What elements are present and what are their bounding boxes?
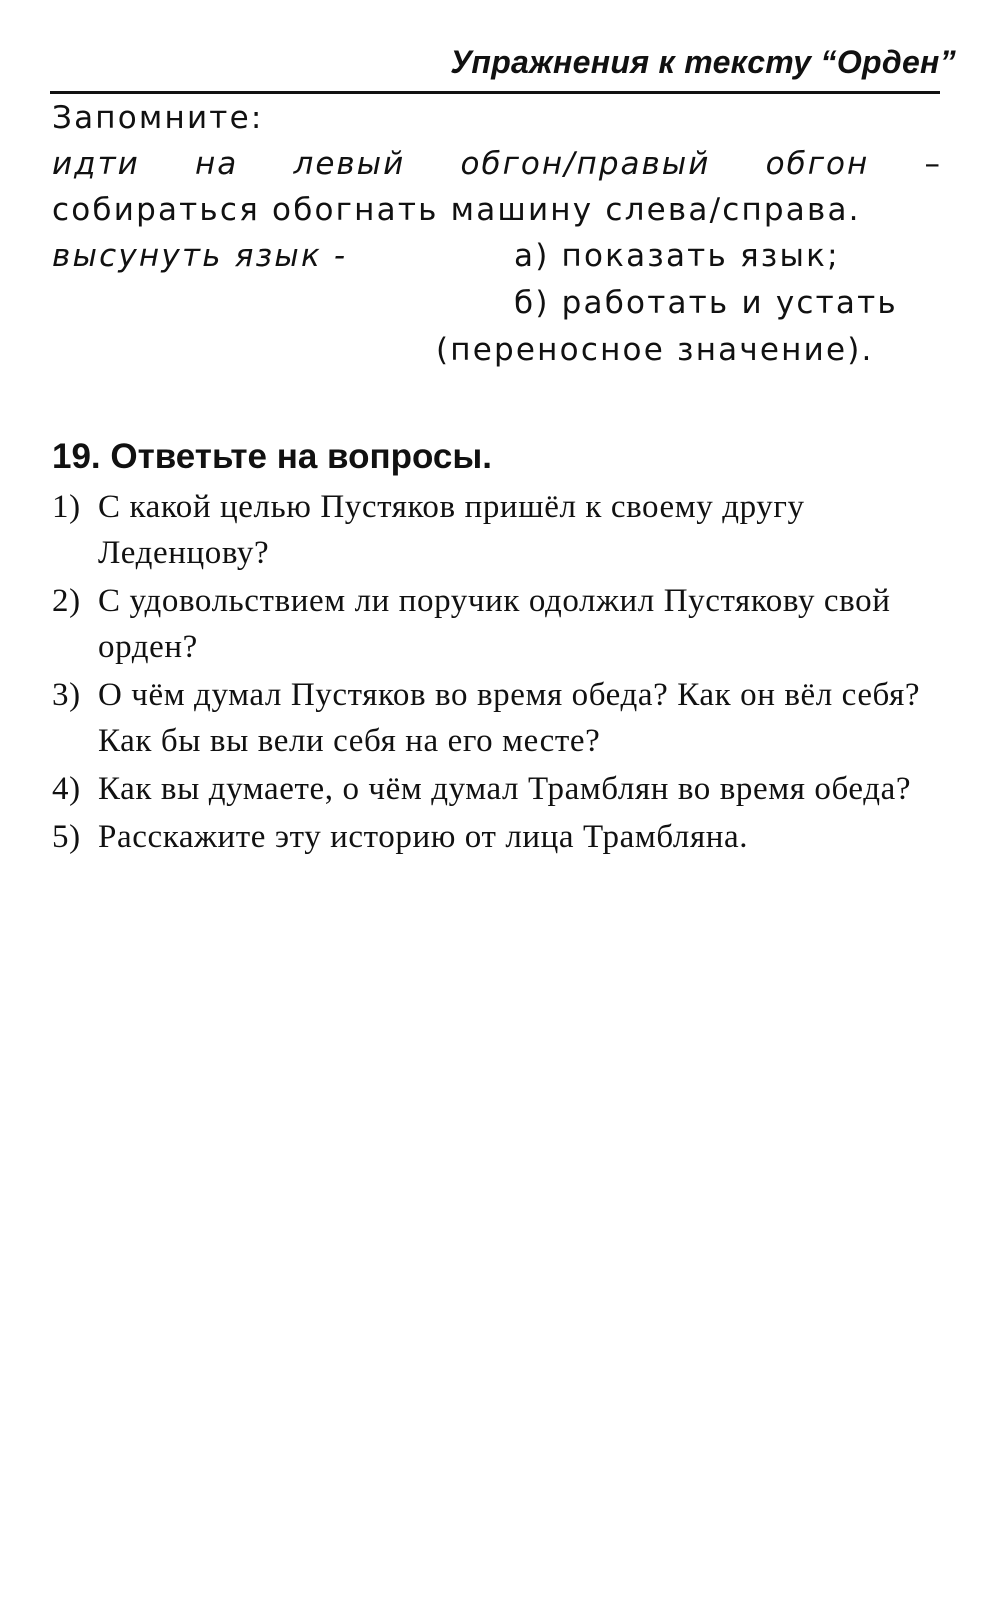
question-number: 1): [52, 489, 81, 525]
expression-1-word: обгон: [765, 146, 870, 182]
question-text: С удовольствием ли поручик одолжил Пустякову свой орден?: [98, 583, 891, 665]
question-item: [52, 814, 952, 860]
remember-heading: Запомните:: [52, 100, 264, 136]
question-list: [52, 484, 952, 862]
exercise-heading: 19. Ответьте на вопросы.: [52, 437, 492, 476]
expression-2-meaning-b: б) работать и устать: [514, 285, 898, 321]
expression-1-word: левый: [293, 146, 406, 182]
expression-1-word: на: [195, 146, 239, 182]
question-item: [52, 578, 952, 670]
running-header: Упражнения к тексту “Орден”: [450, 44, 956, 80]
expression-1-word: обгон/правый: [460, 146, 711, 182]
question-number: 2): [52, 583, 81, 619]
question-item: [52, 766, 952, 812]
expression-1-definition: собираться обогнать машину слева/справа.: [52, 192, 861, 228]
question-item: [52, 484, 952, 576]
question-text: О чём думал Пустяков во время обеда? Как он вёл себя? Как бы вы вели себя на его месте?: [98, 677, 921, 759]
question-number: 4): [52, 771, 81, 807]
question-number: 5): [52, 819, 81, 855]
expression-2-note: (переносное значение).: [436, 332, 874, 368]
question-number: 3): [52, 677, 81, 713]
question-text: С какой целью Пустяков пришёл к своему другу Леденцову?: [98, 489, 805, 571]
expression-2-meaning-a: а) показать язык;: [514, 238, 840, 274]
header-rule: [50, 91, 940, 94]
expression-1-dash: –: [924, 146, 942, 182]
expression-1-word: идти: [52, 146, 140, 182]
expression-1: [52, 146, 942, 182]
question-text: Расскажите эту историю от лица Трамбляна.: [98, 819, 749, 855]
question-text: Как вы думаете, о чём думал Трамблян во время обеда?: [98, 771, 912, 807]
question-item: [52, 672, 952, 764]
expression-2-term: высунуть язык -: [52, 238, 348, 274]
